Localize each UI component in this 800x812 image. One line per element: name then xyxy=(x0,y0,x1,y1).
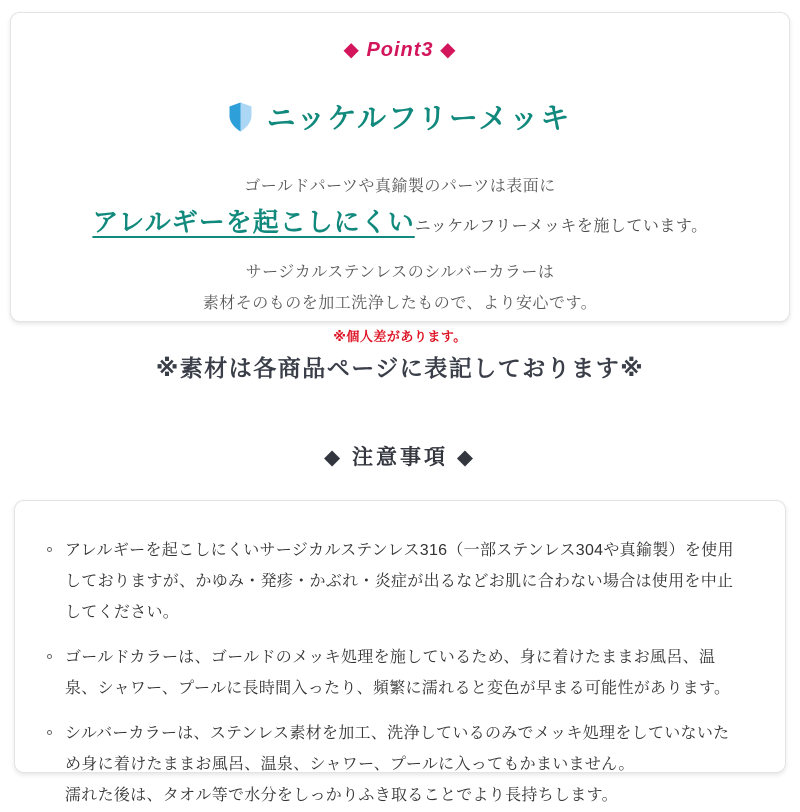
shield-icon xyxy=(229,102,252,132)
highlight-line xyxy=(11,205,789,244)
notice-heading: ◆ 注意事項 ◆ xyxy=(324,446,476,469)
individual-difference-note: ※個人差があります。 xyxy=(333,329,467,344)
highlight-text: アレルギーを起こしにくい xyxy=(92,207,415,237)
point3-title-row xyxy=(11,96,789,137)
body-line-1: サージカルステンレスのシルバーカラーは xyxy=(245,264,555,281)
page xyxy=(0,12,800,812)
point3-card xyxy=(10,12,790,381)
bullet-circle-icon xyxy=(47,730,52,735)
bullet-circle-icon xyxy=(47,547,52,552)
intro-line: ゴールドパーツや真鍮製のパーツは表面に xyxy=(244,178,556,195)
notice-text: アレルギーを起こしにくいサージカルステンレス316（一部ステンレス304や真鍮製）を使用しておりますが、かゆみ・発疹・かぶれ・炎症が出るなどお肌に合わない場合は使用を中止してください。 xyxy=(65,542,734,621)
notice-text: シルバーカラーは、ステンレス素材を加工、洗浄しているのみでメッキ処理をしていないため身に着けたままお風呂、温泉、シャワー、プールに入ってもかまいません。 濡れた後は、タオル等で水分をしっかりふき取ることでより長持ちします。 xyxy=(65,725,730,804)
notice-item xyxy=(47,718,745,811)
body-line-2: 素材そのものを加工洗浄したもので、より安心です。 xyxy=(202,295,598,312)
notice-item xyxy=(47,642,745,704)
highlight-suffix: ニッケルフリーメッキを施しています。 xyxy=(414,218,708,235)
point3-title: ニッケルフリーメッキ xyxy=(266,103,572,135)
material-footer-line: ※素材は各商品ページに表記しております※ xyxy=(155,355,645,381)
bullet-circle-icon xyxy=(47,654,52,659)
point3-kicker: ◆ Point3 ◆ xyxy=(343,39,457,61)
notice-text: ゴールドカラーは、ゴールドのメッキ処理を施しているため、身に着けたままお風呂、温泉、シャワー、プールに長時間入ったり、頻繁に濡れると変色が早まる可能性があります。 xyxy=(65,649,731,697)
notice-item xyxy=(47,535,745,628)
notice-card xyxy=(14,500,786,804)
notice-list xyxy=(47,535,745,811)
